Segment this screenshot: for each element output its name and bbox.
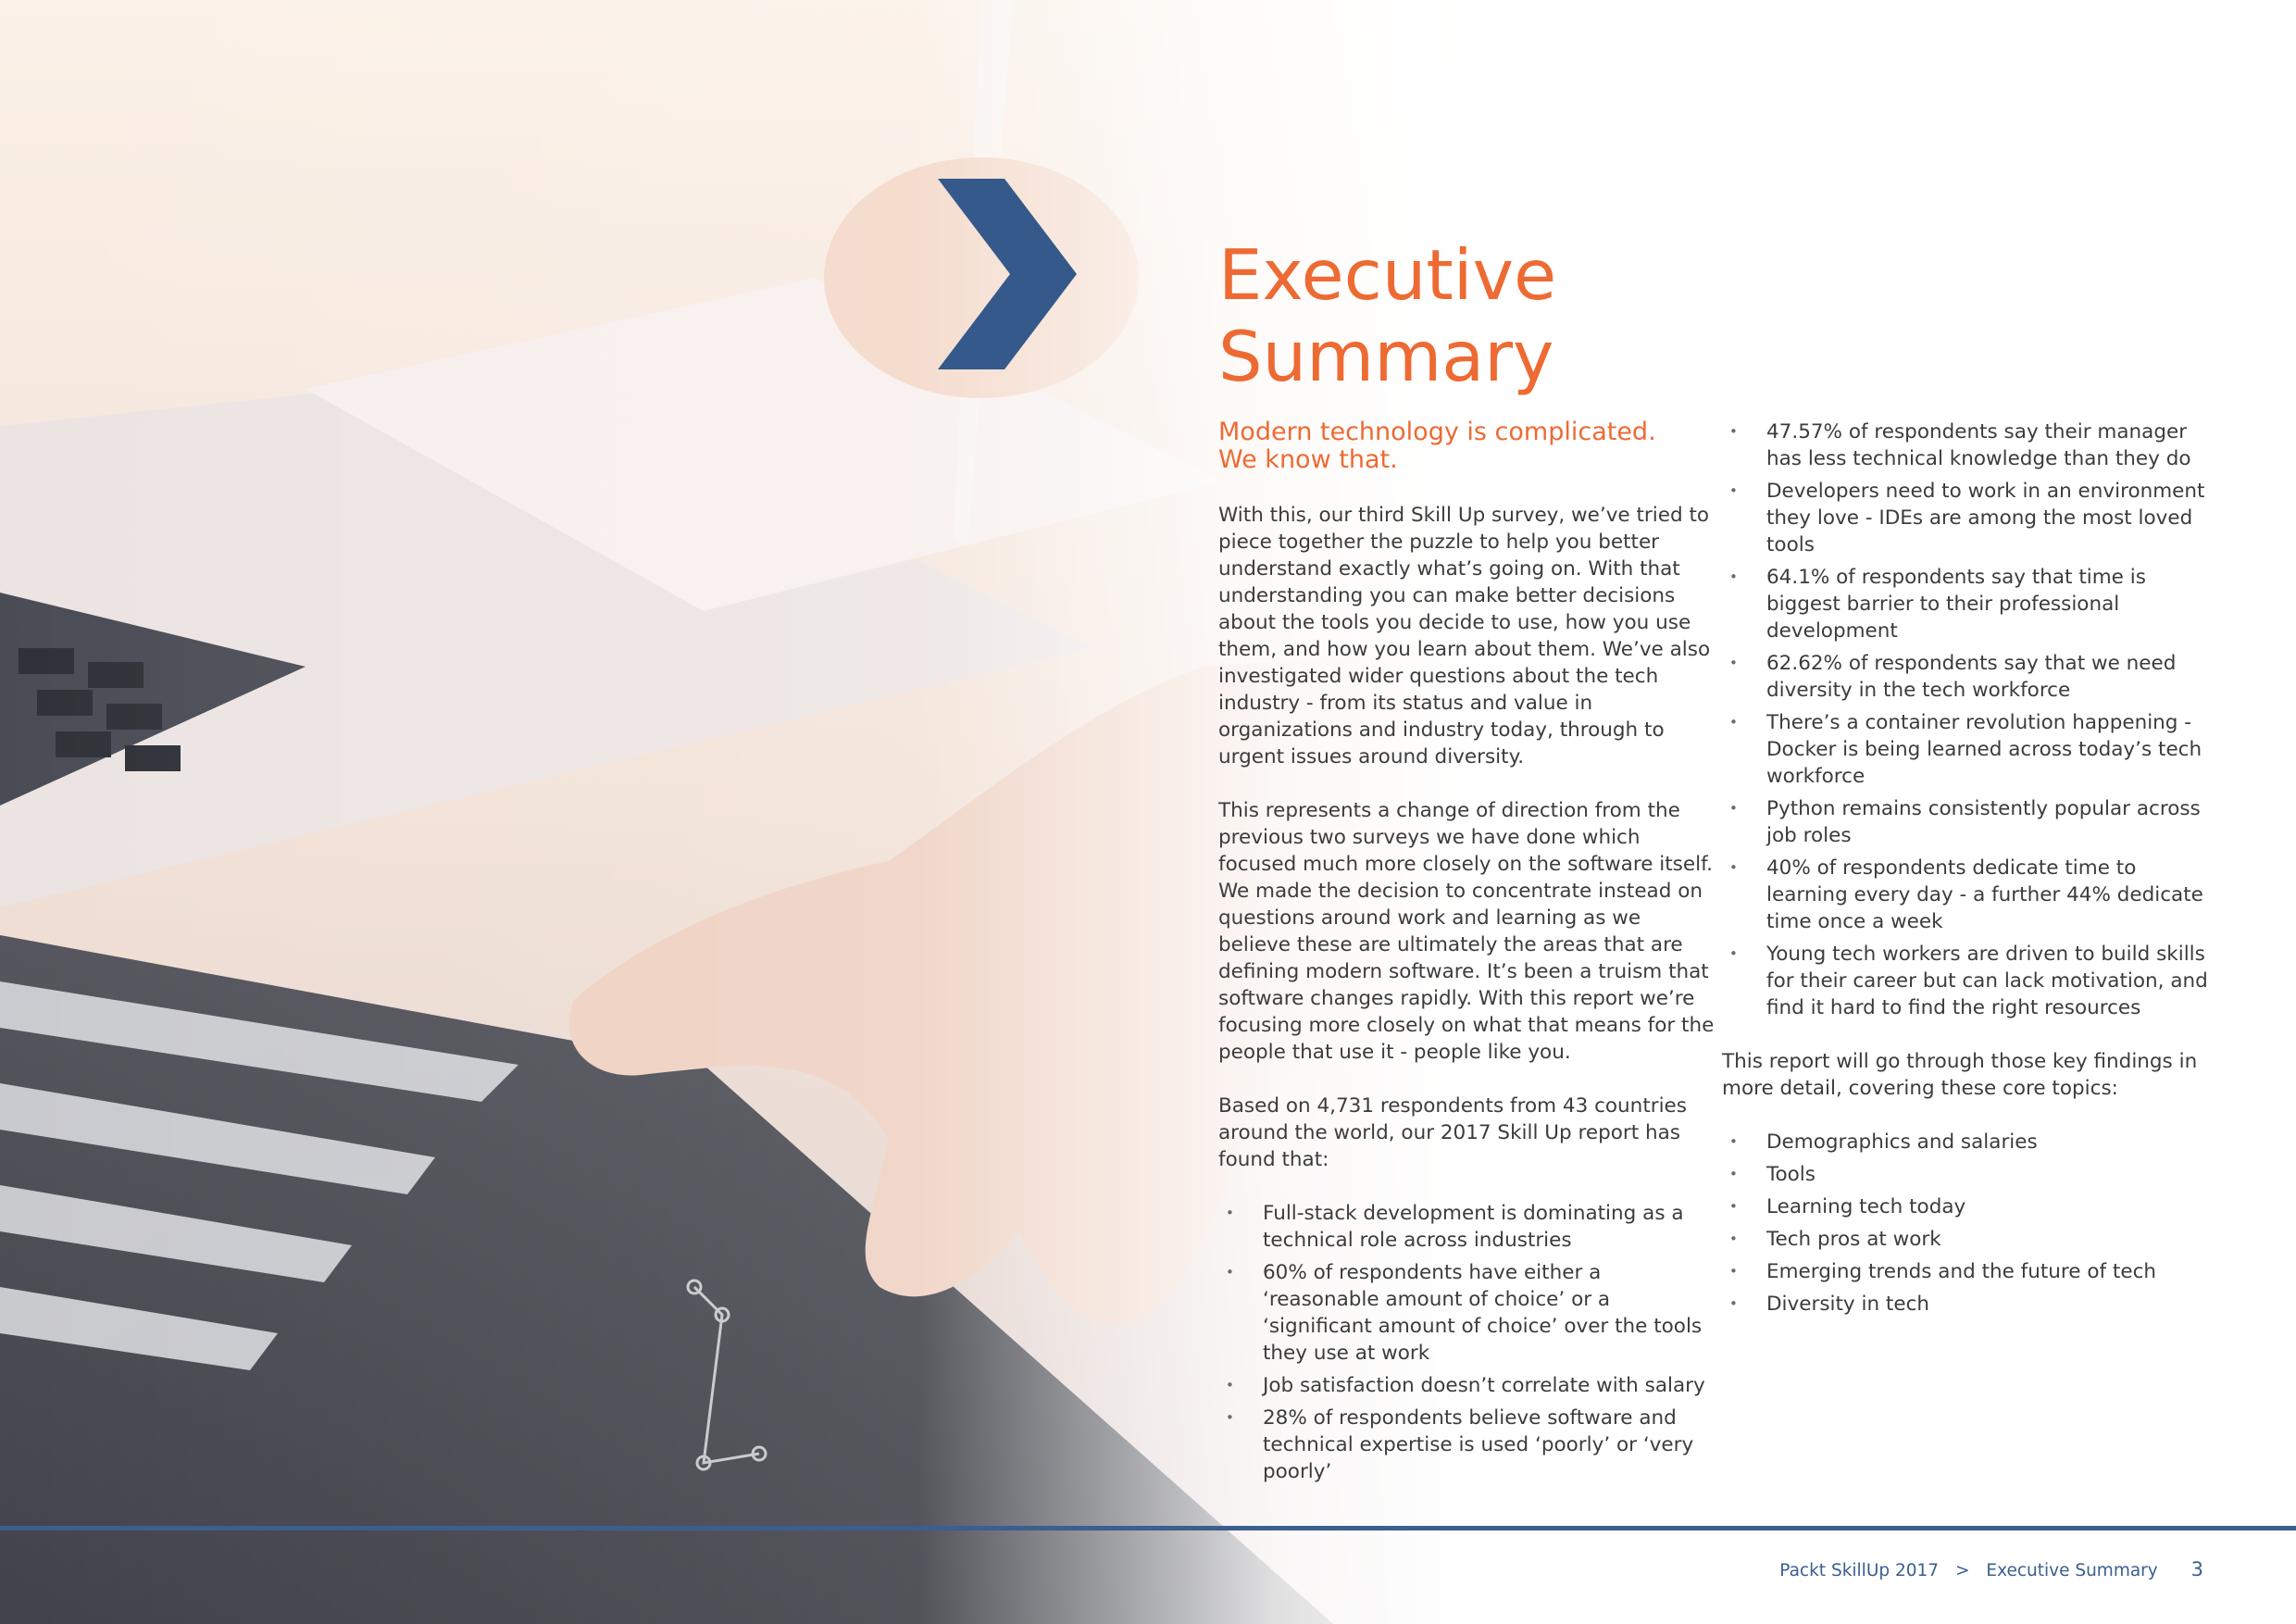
- lead-heading: [1218, 418, 1718, 474]
- footer-report-name: Packt SkillUp 2017: [1779, 1561, 1940, 1580]
- list-item: [1722, 650, 2213, 704]
- list-item: [1722, 1161, 2213, 1188]
- direction-paragraph: This represents a change of direction from the previous two surveys we have done which focused much more closely on the software itself. We made the decision to concentrate instead on questions around work and learning as we believe these are ultimately the areas that are defining modern software. It’s been a truism that software changes rapidly. With this report we’re focusing more closely on what that means for the people that use it - people like you.: [1218, 799, 1715, 1064]
- list-item-text: Job satisfaction doesn’t correlate with salary: [1263, 1374, 1705, 1397]
- page-number: 3: [2190, 1558, 2203, 1580]
- list-item-text: Developers need to work in an environment they love - IDEs are among the most loved tools: [1766, 480, 2205, 556]
- findings-list-continued: [1722, 418, 2213, 1021]
- bullet-icon: •: [1226, 1377, 1234, 1393]
- bullet-icon: •: [1729, 859, 1738, 876]
- chevron-right-icon: [938, 179, 1077, 369]
- findings-intro-paragraph: Based on 4,731 respondents from 43 countries around the world, our 2017 Skill Up report has found that:: [1218, 1094, 1687, 1171]
- list-item-text: Tools: [1766, 1163, 1816, 1186]
- list-item: [1722, 795, 2213, 849]
- list-item-text: Learning tech today: [1766, 1195, 1966, 1218]
- bullet-icon: •: [1729, 423, 1738, 440]
- bullet-icon: •: [1729, 1166, 1738, 1182]
- list-item: [1722, 564, 2213, 644]
- bullet-icon: •: [1729, 945, 1738, 962]
- list-item-text: There’s a container revolution happening - Docker is being learned across today’s tech workforce: [1766, 711, 2202, 788]
- findings-list: [1218, 1200, 1718, 1485]
- list-item: [1722, 1129, 2213, 1156]
- list-item-text: 64.1% of respondents say that time is biggest barrier to their professional development: [1766, 566, 2146, 643]
- page-footer: [1779, 1558, 2203, 1580]
- list-item-text: Demographics and salaries: [1766, 1131, 2038, 1154]
- list-item: [1722, 1258, 2213, 1285]
- list-item: [1218, 1372, 1718, 1399]
- bullet-icon: •: [1729, 655, 1738, 671]
- list-item: [1722, 941, 2213, 1021]
- list-item: [1722, 1226, 2213, 1253]
- breadcrumb-separator: >: [1954, 1561, 1970, 1580]
- list-item-text: Diversity in tech: [1766, 1293, 1930, 1316]
- list-item-text: Python remains consistently popular across job roles: [1766, 797, 2201, 847]
- list-item: [1722, 1291, 2213, 1318]
- list-item-text: Tech pros at work: [1766, 1228, 1941, 1251]
- list-item-text: Full-stack development is dominating as a technical role across industries: [1263, 1202, 1684, 1252]
- list-item-text: Young tech workers are driven to build skills for their career but can lack motivation, and find it hard to find the right resources: [1766, 943, 2208, 1019]
- title-line-1: Executive: [1218, 234, 1557, 317]
- lead-line-1: Modern technology is complicated.: [1218, 418, 1656, 446]
- title-line-2: Summary: [1218, 316, 1554, 398]
- column-right: [1722, 418, 2213, 1344]
- list-item-text: 62.62% of respondents say that we need diversity in the tech workforce: [1766, 652, 2177, 702]
- list-item: [1218, 1405, 1718, 1485]
- list-item-text: 60% of respondents have either a ‘reasonable amount of choice’ or a ‘significant amount of choice’ over the tools they use at work: [1263, 1261, 1703, 1365]
- list-item: [1722, 709, 2213, 790]
- list-item: [1722, 418, 2213, 472]
- bullet-icon: •: [1729, 482, 1738, 499]
- list-item: [1218, 1200, 1718, 1254]
- bullet-icon: •: [1729, 568, 1738, 585]
- topics-list: [1722, 1129, 2213, 1318]
- list-item-text: 40% of respondents dedicate time to learning every day - a further 44% dedicate time once a week: [1766, 856, 2203, 933]
- bullet-icon: •: [1729, 1263, 1738, 1280]
- column-left: [1218, 418, 1718, 1512]
- list-item: [1722, 1193, 2213, 1220]
- topics-intro-paragraph: This report will go through those key findings in more detail, covering these core topics:: [1722, 1050, 2198, 1100]
- bullet-icon: •: [1729, 1230, 1738, 1247]
- bullet-icon: •: [1729, 1133, 1738, 1150]
- page-title: [1218, 234, 1737, 397]
- list-item: [1722, 855, 2213, 935]
- bullet-icon: •: [1226, 1264, 1234, 1280]
- bullet-icon: •: [1729, 714, 1738, 731]
- bullet-icon: •: [1729, 1198, 1738, 1215]
- list-item-text: 47.57% of respondents say their manager has less technical knowledge than they do: [1766, 420, 2191, 470]
- bullet-icon: •: [1226, 1205, 1234, 1221]
- list-item-text: Emerging trends and the future of tech: [1766, 1260, 2157, 1283]
- bullet-icon: •: [1729, 800, 1738, 817]
- list-item: [1722, 478, 2213, 558]
- list-item-text: 28% of respondents believe software and technical expertise is used ‘poorly’ or ‘very poorly’: [1263, 1406, 1694, 1483]
- bullet-icon: •: [1226, 1409, 1234, 1426]
- footer-divider: [0, 1526, 2296, 1530]
- bullet-icon: •: [1729, 1295, 1738, 1312]
- lead-line-2: We know that.: [1218, 445, 1398, 474]
- list-item: [1218, 1259, 1718, 1367]
- footer-section-name: Executive Summary: [1986, 1561, 2158, 1580]
- intro-paragraph: With this, our third Skill Up survey, we’ve tried to piece together the puzzle to help you better understand exactly what’s going on. With that understanding you can make better decisions about the tools you decide to use, how you use them, and how you learn about them. We’ve also investigated wider questions about the tech industry - from its status and value in organizations and industry today, through to urgent issues around diversity.: [1218, 504, 1711, 768]
